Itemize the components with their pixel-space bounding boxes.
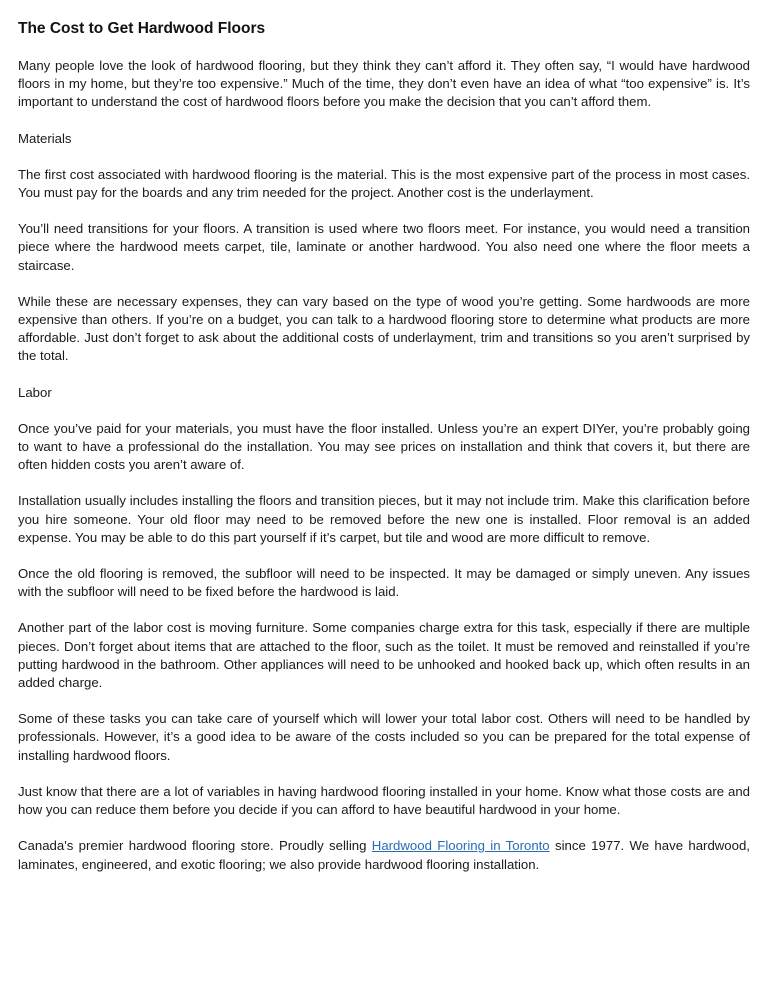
labor-paragraph-5: Some of these tasks you can take care of yourself which will lower your total labor cost. Others will need to be handled by professionals. However, it’s a good idea to be aware of the costs included so you can be prepared for the total expense of installing hardwood floors. bbox=[18, 711, 750, 763]
materials-paragraph-3: While these are necessary expenses, they can vary based on the type of wood you’re getting. Some hardwoods are more expensive than others. If you’re on a budget, you can talk to a hardwood flooring store to determine what products are more affordable. Just don’t forget to ask about the additional costs of underlayment, trim and transitions so you aren’t surprised by the total. bbox=[18, 293, 750, 364]
promo-text-after: since 1977. We have hardwood, laminates, engineered, and exotic flooring; we also provide hardwood flooring installation. bbox=[18, 838, 750, 872]
labor-paragraph-2: Installation usually includes installing the floors and transition pieces, but it may not include trim. Make this clarification before you hire someone. Your old floor may need to be removed before the new one is installed. Floor removal is an added expense. You may be able to do this part yourself if it’s carpet, but tile and wood are more difficult to remove. bbox=[18, 493, 750, 545]
promo-text-before: Canada's premier hardwood flooring store. Proudly selling bbox=[18, 838, 372, 854]
conclusion-paragraph: Just know that there are a lot of variables in having hardwood flooring installed in your home. Know what those costs are and how you can reduce them before you decide if you can afford to have beautiful hardwood in your home. bbox=[18, 783, 750, 818]
promo-paragraph bbox=[18, 837, 750, 873]
labor-paragraph-4: Another part of the labor cost is moving furniture. Some companies charge extra for this task, especially if there are multiple pieces. Don’t forget about items that are attached to the floor, such as the toilet. It must be removed and reinstalled if you’re putting hardwood in the bathroom. Other appliances will need to be unhooked and hooked back up, which often results in an added charge. bbox=[18, 620, 750, 691]
labor-paragraph-3: Once the old flooring is removed, the subfloor will need to be inspected. It may be damaged or simply uneven. Any issues with the subfloor will need to be fixed before the hardwood is laid. bbox=[18, 566, 750, 600]
hardwood-flooring-toronto-link[interactable]: Hardwood Flooring in Toronto bbox=[371, 838, 550, 854]
page-title: The Cost to Get Hardwood Floors bbox=[18, 20, 266, 37]
labor-heading: Labor bbox=[18, 384, 52, 400]
materials-paragraph-1: The first cost associated with hardwood flooring is the material. This is the most expensive part of the process in most cases. You must pay for the boards and any trim needed for the project. Another cost is the underlayment. bbox=[18, 166, 750, 201]
labor-paragraph-1: Once you’ve paid for your materials, you must have the floor installed. Unless you’re an expert DIYer, you’re probably going to want to have a professional do the installation. You may see prices on installation and think that covers it, but there are often hidden costs you aren’t aware of. bbox=[18, 420, 750, 473]
intro-paragraph: Many people love the look of hardwood flooring, but they think they can’t afford it. They often say, “I would have hardwood floors in my home, but they’re too expensive.” Much of the time, they don’t even have an idea of what “too expensive” is. It’s important to understand the cost of hardwood floors before you make the decision that you can’t afford them. bbox=[18, 58, 750, 110]
materials-heading: Materials bbox=[18, 130, 72, 146]
materials-paragraph-2: You’ll need transitions for your floors. A transition is used where two floors meet. For instance, you would need a transition piece where the hardwood meets carpet, tile, laminate or another hardwood. You also need one where the floor meets a staircase. bbox=[18, 221, 750, 273]
